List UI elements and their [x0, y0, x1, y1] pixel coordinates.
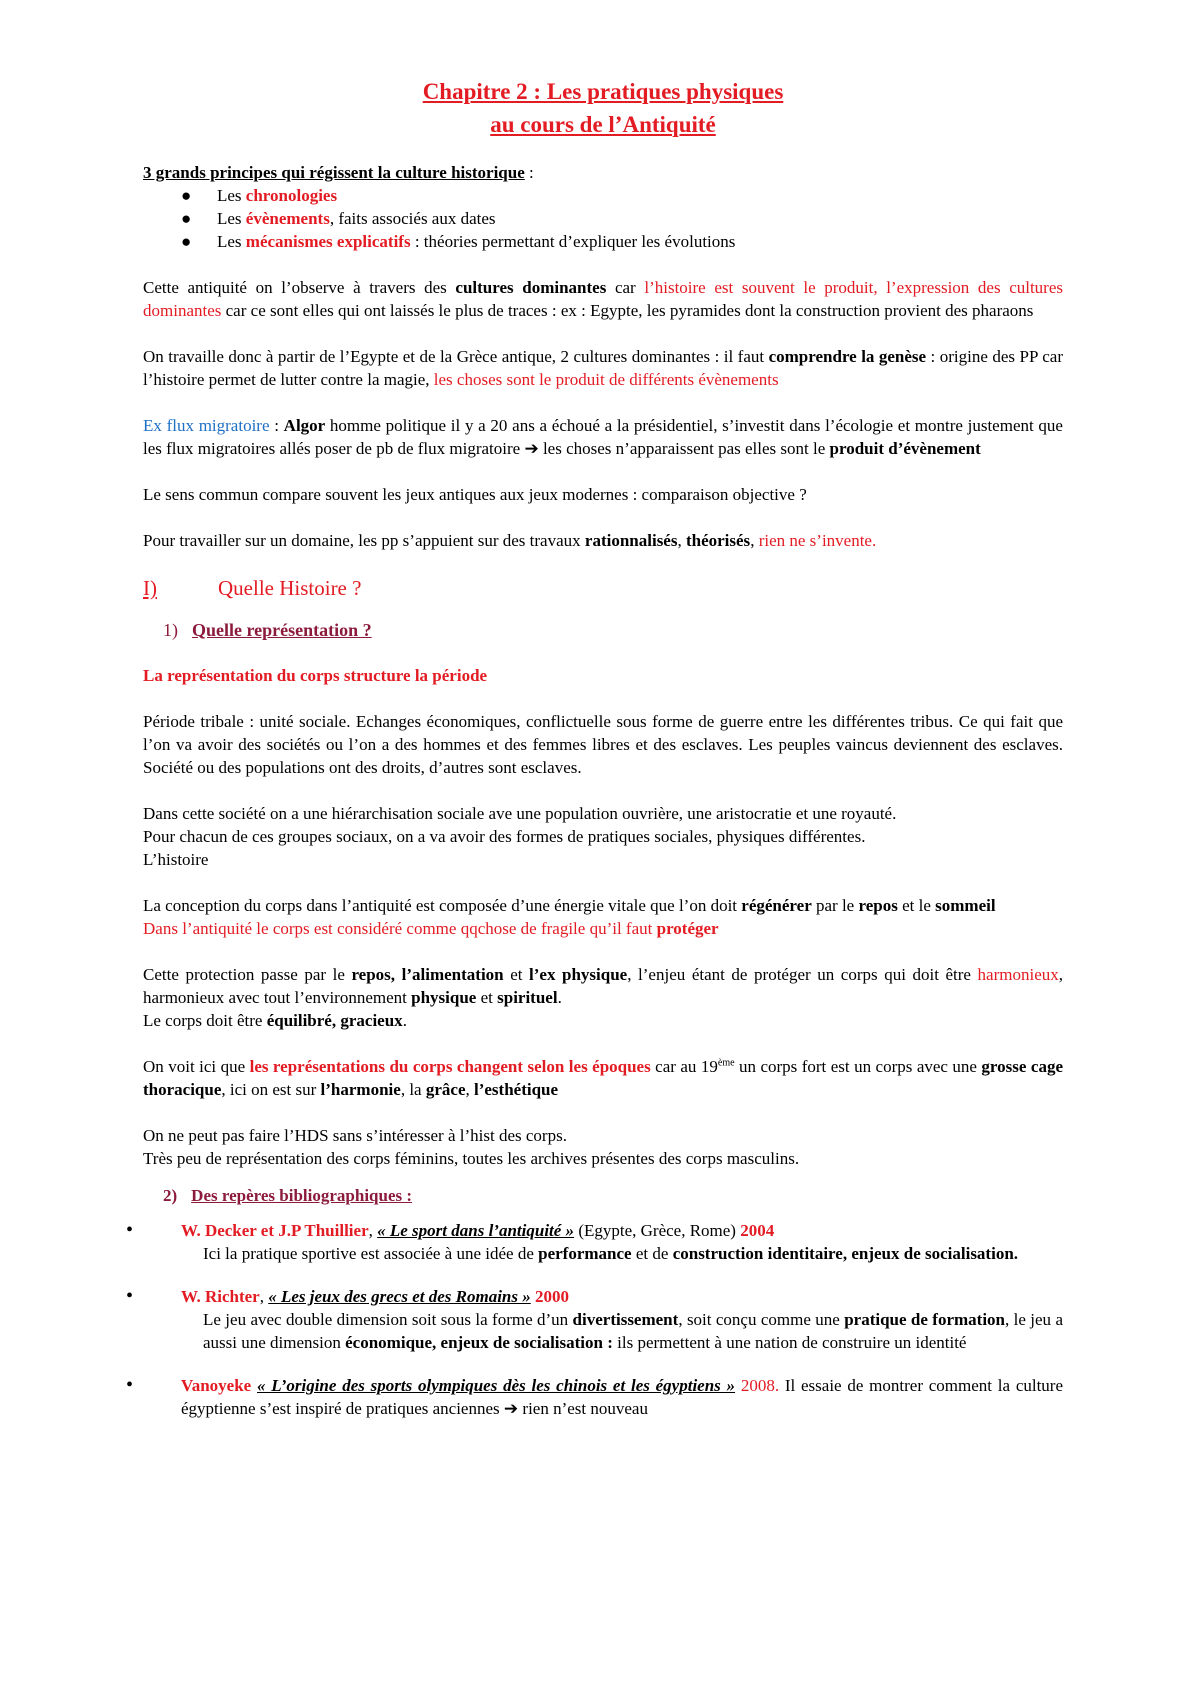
list-item: ● Les mécanismes explicatifs : théories permettant d’expliquer les évolutions: [181, 232, 736, 251]
paragraph-representations: On voit ici que les représentations du corps changent selon les époques car au 19ème un corps fort est un corps avec une grosse cage thoracique, ici on est sur l’harmonie, la grâce, l’esthétique: [143, 1057, 1063, 1099]
principes-heading: 3 grands principes qui régissent la culture historique: [143, 163, 525, 182]
bullet-icon: •: [126, 1285, 134, 1307]
bullet-icon: ●: [181, 209, 192, 228]
chapter-title-line1: Chapitre 2 : Les pratiques physiques: [422, 79, 784, 104]
principes-heading-line: 3 grands principes qui régissent la culture historique :: [143, 163, 534, 182]
arrow-icon: ➔: [524, 439, 539, 458]
reference-item-vanoyeke: • Vanoyeke « L’origine des sports olympiques dès les chinois et les égyptiens » 2008. Il essaie de montrer comment la culture égyptienne s’est inspiré de pratiques anciennes ➔ rien n’est nouveau: [126, 1374, 1064, 1418]
paragraph-cultures: Cette antiquité on l’observe à travers des cultures dominantes car l’histoire est souvent le produit, l’expression des cultures dominantes car ce sont elles qui ont laissés le plus de traces : ex : Egypte, les pyramides dont la construction provient des pharaons: [143, 278, 1064, 320]
bold-red-heading: La représentation du corps structure la période: [143, 666, 488, 685]
paragraph-protection: Cette protection passe par le repos, l’alimentation et l’ex physique, l’enjeu étant de protéger un corps qui doit être harmonieux, harmonieux avec tout l’environnement physique et spirituel. Le corps doit être équilibré, gracieux.: [143, 965, 1063, 1030]
bullet-icon: ●: [181, 232, 192, 251]
bullet-icon: •: [126, 1219, 134, 1241]
bullet-icon: ●: [181, 186, 192, 205]
bullet-icon: •: [126, 1374, 134, 1396]
list-item: ● Les chronologies: [181, 186, 338, 205]
principes-list: [143, 184, 1063, 253]
paragraph-flux: Ex flux migratoire : Algor homme politique il y a 20 ans a échoué a la présidentiel, s’investit dans l’écologie et montre justement que les flux migratoires allés poser de pb de flux migratoire ➔ les choses n’apparaissent pas elles sont le produit d’évènement: [143, 416, 1063, 458]
subsection-heading-2: 2) Des repères bibliographiques :: [163, 1186, 413, 1205]
subsection-heading-1: 1) Quelle représentation ?: [163, 620, 372, 640]
paragraph-sens-commun: Le sens commun compare souvent les jeux antiques aux jeux modernes : comparaison objective ?: [143, 485, 807, 504]
paragraph-hierarchie: Dans cette société on a une hiérarchisation sociale ave une population ouvrière, une aristocratie et une royauté. Pour chacun de ces groupes sociaux, on a va avoir des formes de pratiques sociales, physiques différentes. L’histoire: [143, 804, 897, 869]
paragraph-travaux: Pour travailler sur un domaine, les pp s’appuient sur des travaux rationnalisés, théorisés, rien ne s’invente.: [143, 531, 877, 550]
reference-item-decker: • W. Decker et J.P Thuillier, « Le sport dans l’antiquité » (Egypte, Grèce, Rome) 2004 Ici la pratique sportive est associée à une idée de performance et de construction identitaire, enjeux de socialisation.: [126, 1219, 1019, 1263]
paragraph-hds: On ne peut pas faire l’HDS sans s’intéresser à l’hist des corps. Très peu de représentation des corps féminins, toutes les archives présentes des corps masculins.: [143, 1126, 800, 1168]
paragraph-genese: On travaille donc à partir de l’Egypte et de la Grèce antique, 2 cultures dominantes : il faut comprendre la genèse : origine des PP car l’histoire permet de lutter contre la magie, les choses sont le produit de différents évènements: [143, 347, 1063, 389]
paragraph-periode-tribale: Période tribale : unité sociale. Echanges économiques, conflictuelle sous forme de guerre entre les différentes tribus. Ce qui fait que l’on va avoir des sociétés ou l’on a des hommes et des femmes libres et des esclaves. Les peuples vaincus deviennent des esclaves. Société ou des populations ont des droits, d’autres sont esclaves.: [143, 712, 1063, 777]
arrow-icon: ➔: [503, 1399, 519, 1418]
reference-item-richter: • W. Richter, « Les jeux des grecs et des Romains » 2000 Le jeu avec double dimension soit sous la forme d’un divertissement, soit conçu comme une pratique de formation, le jeu a aussi une dimension économique, enjeux de socialisation : ils permettent à une nation de construire un identité: [126, 1285, 1063, 1352]
chapter-title-line2: au cours de l’Antiquité: [490, 112, 716, 137]
section-heading-1: I) Quelle Histoire ?: [143, 576, 362, 600]
list-item: ● Les évènements, faits associés aux dates: [181, 209, 496, 228]
paragraph-conception-corps: La conception du corps dans l’antiquité est composée d’une énergie vitale que l’on doit régénérer par le repos et le sommeil Dans l’antiquité le corps est considéré comme qqchose de fragile qu’il faut protéger: [143, 896, 996, 938]
document-page: [126, 75, 1064, 1420]
